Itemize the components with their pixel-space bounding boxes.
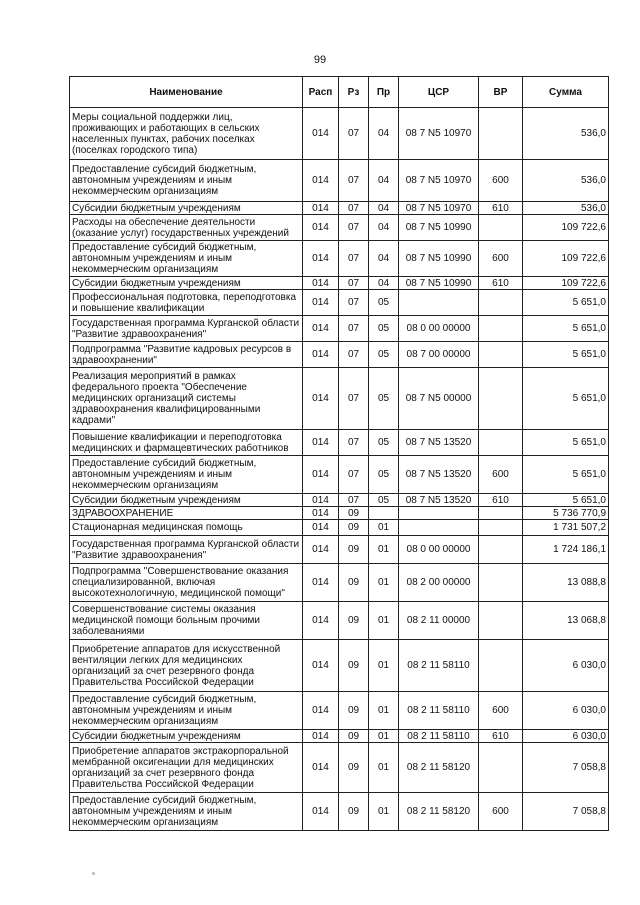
- cell-sum: 7 058,8: [523, 793, 609, 831]
- cell-rz: 09: [339, 793, 369, 831]
- table-row: [70, 456, 609, 494]
- cell-csr: 08 2 00 00000: [399, 564, 479, 602]
- cell-csr: [399, 507, 479, 520]
- table-row: [70, 316, 609, 342]
- cell-sum: 5 651,0: [523, 368, 609, 430]
- cell-vr: [479, 520, 523, 536]
- cell-rasp: 014: [303, 536, 339, 564]
- cell-sum: 6 030,0: [523, 640, 609, 692]
- table-row: [70, 108, 609, 160]
- cell-rasp: 014: [303, 692, 339, 730]
- cell-csr: 08 2 11 58120: [399, 793, 479, 831]
- cell-name: Приобретение аппаратов для искусственной вентиляции легких для медицинских организаций за счет резервного фонда Правительства Российской Федерации: [70, 640, 303, 692]
- cell-csr: 08 7 N5 13520: [399, 430, 479, 456]
- cell-rz: 09: [339, 692, 369, 730]
- cell-csr: 08 0 00 00000: [399, 536, 479, 564]
- cell-rz: 07: [339, 342, 369, 368]
- cell-pr: 05: [369, 316, 399, 342]
- table-header-row: [70, 77, 609, 108]
- cell-sum: 6 030,0: [523, 730, 609, 743]
- table-row: [70, 342, 609, 368]
- cell-sum: 7 058,8: [523, 743, 609, 793]
- cell-pr: 04: [369, 277, 399, 290]
- cell-rasp: 014: [303, 241, 339, 277]
- cell-vr: [479, 290, 523, 316]
- cell-name: Приобретение аппаратов экстракорпоральной мембранной оксигенации для медицинских организаций за счет резервного фонда Правительства Российской Федерации: [70, 743, 303, 793]
- cell-name: Профессиональная подготовка, переподготовка и повышение квалификации: [70, 290, 303, 316]
- cell-rasp: 014: [303, 640, 339, 692]
- cell-vr: [479, 342, 523, 368]
- table-row: [70, 277, 609, 290]
- cell-rz: 07: [339, 241, 369, 277]
- cell-csr: 08 2 11 58110: [399, 640, 479, 692]
- cell-vr: 600: [479, 692, 523, 730]
- cell-rasp: 014: [303, 793, 339, 831]
- cell-rasp: 014: [303, 202, 339, 215]
- cell-rasp: 014: [303, 507, 339, 520]
- cell-csr: 08 7 N5 13520: [399, 456, 479, 494]
- cell-vr: 610: [479, 202, 523, 215]
- cell-csr: [399, 290, 479, 316]
- cell-rz: 07: [339, 290, 369, 316]
- cell-vr: 610: [479, 730, 523, 743]
- cell-rz: 07: [339, 160, 369, 202]
- table-row: [70, 202, 609, 215]
- cell-sum: 5 651,0: [523, 456, 609, 494]
- cell-sum: 5 651,0: [523, 290, 609, 316]
- header-name: Наименование: [70, 77, 303, 108]
- cell-csr: 08 2 11 58110: [399, 692, 479, 730]
- cell-vr: 600: [479, 793, 523, 831]
- table-row: [70, 640, 609, 692]
- budget-table: [69, 76, 609, 831]
- cell-csr: 08 2 11 58120: [399, 743, 479, 793]
- cell-name: Реализация мероприятий в рамках федерального проекта "Обеспечение медицинских организаций системы здравоохранения квалифицированными кадрами": [70, 368, 303, 430]
- table-row: [70, 160, 609, 202]
- cell-vr: [479, 368, 523, 430]
- cell-sum: 1 731 507,2: [523, 520, 609, 536]
- cell-pr: 01: [369, 743, 399, 793]
- table-row: [70, 494, 609, 507]
- cell-pr: 04: [369, 108, 399, 160]
- table-row: [70, 290, 609, 316]
- cell-sum: 536,0: [523, 160, 609, 202]
- cell-name: Государственная программа Курганской области "Развитие здравоохранения": [70, 536, 303, 564]
- cell-sum: 5 651,0: [523, 430, 609, 456]
- cell-sum: 5 736 770,9: [523, 507, 609, 520]
- cell-rasp: 014: [303, 494, 339, 507]
- cell-pr: 01: [369, 564, 399, 602]
- cell-name: Подпрограмма "Совершенствование оказания специализированной, включая высокотехнологичную, медицинской помощи": [70, 564, 303, 602]
- cell-name: Повышение квалификации и переподготовка медицинских и фармацевтических работников: [70, 430, 303, 456]
- cell-pr: 05: [369, 368, 399, 430]
- cell-rasp: 014: [303, 290, 339, 316]
- cell-rasp: 014: [303, 602, 339, 640]
- cell-rz: 07: [339, 430, 369, 456]
- cell-pr: 01: [369, 536, 399, 564]
- table-row: [70, 520, 609, 536]
- cell-sum: 5 651,0: [523, 342, 609, 368]
- cell-name: Меры социальной поддержки лиц, проживающих и работающих в сельских населенных пунктах, рабочих поселках (поселках городского типа): [70, 108, 303, 160]
- cell-pr: 01: [369, 793, 399, 831]
- cell-name: Субсидии бюджетным учреждениям: [70, 277, 303, 290]
- cell-csr: 08 0 00 00000: [399, 316, 479, 342]
- cell-vr: [479, 108, 523, 160]
- header-rasp: Расп: [303, 77, 339, 108]
- cell-sum: 536,0: [523, 202, 609, 215]
- table-body: [70, 108, 609, 831]
- cell-csr: 08 7 N5 10990: [399, 215, 479, 241]
- cell-pr: 04: [369, 241, 399, 277]
- cell-vr: [479, 640, 523, 692]
- cell-rz: 09: [339, 536, 369, 564]
- cell-rasp: 014: [303, 316, 339, 342]
- cell-rz: 07: [339, 456, 369, 494]
- cell-pr: 05: [369, 430, 399, 456]
- table-row: [70, 692, 609, 730]
- header-vr: ВР: [479, 77, 523, 108]
- cell-vr: [479, 602, 523, 640]
- cell-name: Субсидии бюджетным учреждениям: [70, 202, 303, 215]
- cell-rasp: 014: [303, 456, 339, 494]
- header-rz: Рз: [339, 77, 369, 108]
- table-row: [70, 730, 609, 743]
- table-row: [70, 602, 609, 640]
- table-row: [70, 793, 609, 831]
- cell-pr: 05: [369, 494, 399, 507]
- cell-sum: 109 722,6: [523, 241, 609, 277]
- cell-pr: [369, 507, 399, 520]
- cell-pr: 01: [369, 520, 399, 536]
- cell-sum: 5 651,0: [523, 316, 609, 342]
- cell-rz: 07: [339, 494, 369, 507]
- cell-csr: 08 7 N5 00000: [399, 368, 479, 430]
- cell-name: Стационарная медицинская помощь: [70, 520, 303, 536]
- cell-rz: 09: [339, 564, 369, 602]
- cell-name: ЗДРАВООХРАНЕНИЕ: [70, 507, 303, 520]
- table-row: [70, 564, 609, 602]
- cell-name: Совершенствование системы оказания медицинской помощи больным прочими заболеваниями: [70, 602, 303, 640]
- cell-sum: 1 724 186,1: [523, 536, 609, 564]
- cell-name: Субсидии бюджетным учреждениям: [70, 494, 303, 507]
- cell-vr: 600: [479, 456, 523, 494]
- cell-csr: 08 7 N5 10990: [399, 277, 479, 290]
- cell-pr: 01: [369, 730, 399, 743]
- page-number: 99: [313, 54, 327, 66]
- cell-pr: 01: [369, 640, 399, 692]
- cell-rasp: 014: [303, 108, 339, 160]
- header-csr: ЦСР: [399, 77, 479, 108]
- cell-csr: 08 7 N5 13520: [399, 494, 479, 507]
- cell-rz: 09: [339, 520, 369, 536]
- cell-rasp: 014: [303, 430, 339, 456]
- cell-sum: 13 088,8: [523, 564, 609, 602]
- cell-rasp: 014: [303, 368, 339, 430]
- cell-vr: 610: [479, 494, 523, 507]
- cell-csr: 08 7 N5 10970: [399, 202, 479, 215]
- cell-rz: 09: [339, 730, 369, 743]
- cell-vr: 600: [479, 241, 523, 277]
- cell-csr: 08 7 N5 10970: [399, 108, 479, 160]
- cell-vr: [479, 536, 523, 564]
- cell-vr: [479, 743, 523, 793]
- cell-csr: 08 2 11 58110: [399, 730, 479, 743]
- cell-rz: 09: [339, 640, 369, 692]
- cell-rasp: 014: [303, 730, 339, 743]
- cell-pr: 05: [369, 456, 399, 494]
- cell-pr: 01: [369, 692, 399, 730]
- cell-pr: 04: [369, 160, 399, 202]
- cell-sum: 536,0: [523, 108, 609, 160]
- cell-pr: 05: [369, 342, 399, 368]
- cell-rz: 07: [339, 108, 369, 160]
- cell-rasp: 014: [303, 215, 339, 241]
- cell-sum: 109 722,6: [523, 215, 609, 241]
- cell-vr: [479, 430, 523, 456]
- cell-vr: 610: [479, 277, 523, 290]
- cell-rasp: 014: [303, 520, 339, 536]
- scan-dot: [92, 872, 95, 875]
- cell-vr: [479, 215, 523, 241]
- cell-sum: 109 722,6: [523, 277, 609, 290]
- cell-rz: 09: [339, 602, 369, 640]
- cell-vr: [479, 507, 523, 520]
- cell-rz: 07: [339, 316, 369, 342]
- cell-name: Подпрограмма "Развитие кадровых ресурсов в здравоохранении": [70, 342, 303, 368]
- cell-rasp: 014: [303, 160, 339, 202]
- cell-rz: 09: [339, 507, 369, 520]
- cell-rz: 07: [339, 202, 369, 215]
- cell-pr: 05: [369, 290, 399, 316]
- cell-rz: 07: [339, 277, 369, 290]
- cell-rasp: 014: [303, 564, 339, 602]
- table-row: [70, 215, 609, 241]
- cell-csr: 08 7 N5 10970: [399, 160, 479, 202]
- cell-pr: 04: [369, 202, 399, 215]
- table-row: [70, 241, 609, 277]
- cell-rasp: 014: [303, 743, 339, 793]
- cell-vr: 600: [479, 160, 523, 202]
- table-row: [70, 507, 609, 520]
- cell-rz: 07: [339, 368, 369, 430]
- cell-name: Государственная программа Курганской области "Развитие здравоохранения": [70, 316, 303, 342]
- cell-csr: 08 2 11 00000: [399, 602, 479, 640]
- header-sum: Сумма: [523, 77, 609, 108]
- cell-name: Предоставление субсидий бюджетным, автономным учреждениям и иным некоммерческим организациям: [70, 793, 303, 831]
- cell-pr: 04: [369, 215, 399, 241]
- cell-name: Предоставление субсидий бюджетным, автономным учреждениям и иным некоммерческим организациям: [70, 692, 303, 730]
- cell-rz: 09: [339, 743, 369, 793]
- cell-sum: 6 030,0: [523, 692, 609, 730]
- cell-rasp: 014: [303, 277, 339, 290]
- cell-vr: [479, 316, 523, 342]
- cell-name: Субсидии бюджетным учреждениям: [70, 730, 303, 743]
- cell-sum: 13 068,8: [523, 602, 609, 640]
- cell-csr: 08 7 00 00000: [399, 342, 479, 368]
- cell-name: Предоставление субсидий бюджетным, автономным учреждениям и иным некоммерческим организациям: [70, 241, 303, 277]
- table-row: [70, 536, 609, 564]
- table-row: [70, 743, 609, 793]
- table-row: [70, 430, 609, 456]
- cell-name: Расходы на обеспечение деятельности (оказание услуг) государственных учреждений: [70, 215, 303, 241]
- cell-name: Предоставление субсидий бюджетным, автономным учреждениям и иным некоммерческим организациям: [70, 160, 303, 202]
- cell-csr: [399, 520, 479, 536]
- cell-rasp: 014: [303, 342, 339, 368]
- cell-vr: [479, 564, 523, 602]
- header-pr: Пр: [369, 77, 399, 108]
- cell-pr: 01: [369, 602, 399, 640]
- cell-rz: 07: [339, 215, 369, 241]
- table-row: [70, 368, 609, 430]
- cell-sum: 5 651,0: [523, 494, 609, 507]
- cell-name: Предоставление субсидий бюджетным, автономным учреждениям и иным некоммерческим организациям: [70, 456, 303, 494]
- cell-csr: 08 7 N5 10990: [399, 241, 479, 277]
